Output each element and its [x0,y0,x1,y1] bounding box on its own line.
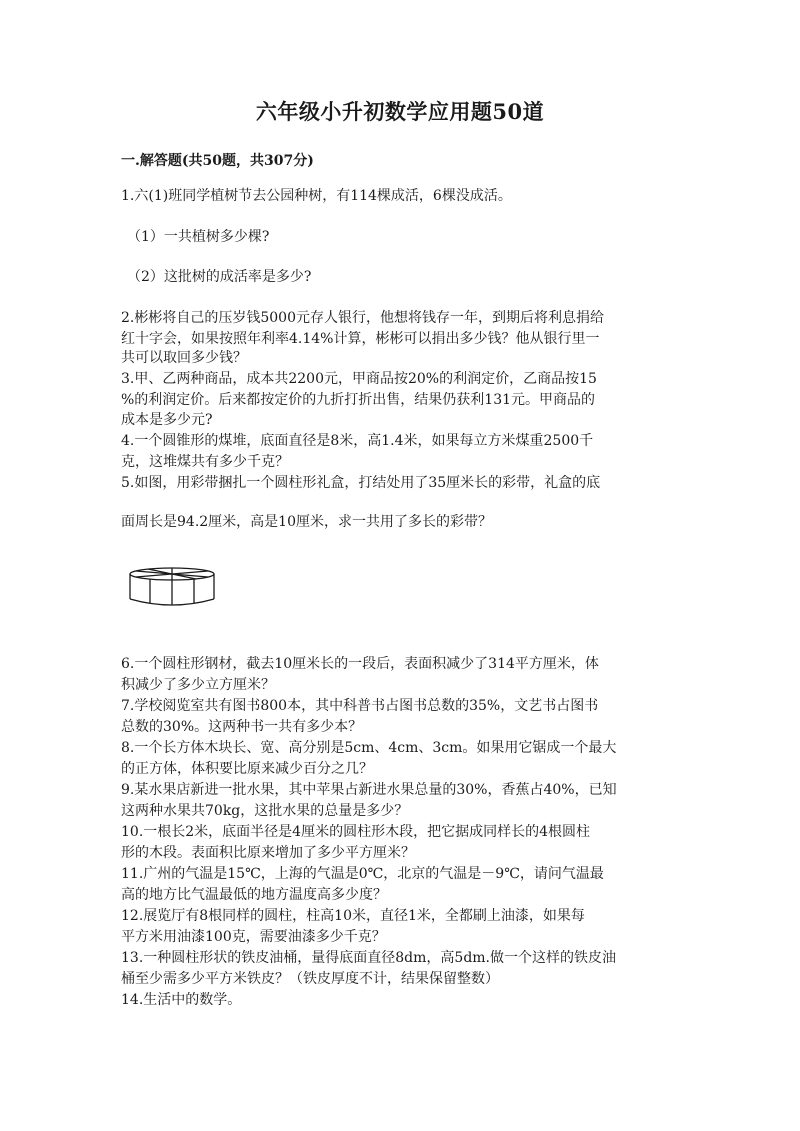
question-10-line-2: 形的木段。表面积比原来增加了多少平方厘米？ [121,845,415,861]
question-8-line-2: 的正方体，体积要比原来减少百分之几？ [121,761,373,777]
question-1-part-2: （2）这批树的成活率是多少? [127,269,312,285]
question-6-line-1: 6.一个圆柱形钢材，截去10厘米长的一段后，表面积减少了314平方厘米，体 [121,656,599,672]
question-7-line-1: 7.学校阅览室共有图书800本，其中科普书占图书总数的35%，文艺书占图书 [121,698,599,714]
question-6-line-2: 积减少了多少立方厘米？ [121,677,275,693]
question-1-stem: 1.六(1)班同学植树节去公园种树，有114棵成活，6棵没成活。 [121,188,512,204]
question-7-line-2: 总数的30%。这两种书一共有多少本？ [121,719,363,735]
question-5-line-2: 面周长是94.2厘米，高是10厘米，求一共用了多长的彩带？ [121,514,492,530]
question-9-line-1: 9.某水果店新进一批水果，其中苹果占新进水果总量的30%，香蕉占40%，已知 [121,782,617,798]
question-11-line-1: 11.广州的气温是15℃，上海的气温是0℃，北京的气温是－9℃，请问气温最 [121,866,604,882]
question-12-line-2: 平方米用油漆100克，需要油漆多少千克？ [121,929,386,945]
question-2-line-1: 2.彬彬将自己的压岁钱5000元存人银行，他想将钱存一年，到期后将利息捐给 [121,310,604,326]
section-heading: 一.解答题(共50题，共307分) [121,153,314,169]
question-4-line-2: 克，这堆煤共有多少千克？ [121,454,289,470]
question-10-line-1: 10.一根长2米，底面半径是4厘米的圆柱形木段，把它据成同样长的4根圆柱 [121,824,590,840]
question-3-line-2: %的利润定价。后来都按定价的九折打折出售，结果仍获利131元。甲商品的 [121,392,596,408]
question-11-line-2: 高的地方比气温最低的地方温度高多少度？ [121,887,387,903]
question-5-line-1: 5.如图，用彩带捆扎一个圆柱形礼盒，打结处用了35厘米长的彩带，礼盒的底 [121,475,601,491]
question-8-line-1: 8.一个长方体木块长、宽、高分别是5cm、4cm、3cm。如果用它锯成一个最大 [121,740,617,756]
question-4-line-1: 4.一个圆锥形的煤堆，底面直径是8米，高1.4米，如果每立方米煤重2500千 [121,433,594,449]
question-13-line-2: 桶至少需多少平方米铁皮？（铁皮厚度不计，结果保留整数） [121,971,499,987]
question-3-line-3: 成本是多少元? [121,412,213,428]
question-2-line-2: 红十字会，如果按照年利率4.14%计算，彬彬可以捐出多少钱？他从银行里一 [121,331,600,347]
question-12-line-1: 12.展览厅有8根同样的圆柱，柱高10米，直径1米，全都刷上油漆，如果每 [121,908,585,924]
question-13-line-1: 13.一种圆柱形状的铁皮油桶，量得底面直径8dm，高5dm.做一个这样的铁皮油 [121,950,617,966]
question-14-stem: 14.生活中的数学。 [121,992,242,1008]
question-9-line-2: 这两种水果共70kg，这批水果的总量是多少？ [121,803,409,819]
cylinder-gift-box-icon [128,565,218,607]
question-3-line-1: 3.甲、乙两种商品，成本共2200元，甲商品按20%的利润定价，乙商品按15 [121,371,597,387]
question-1-part-1: （1）一共植树多少棵? [127,229,270,245]
page-title: 六年级小升初数学应用题50道 [255,99,545,124]
question-2-line-3: 共可以取回多少钱？ [121,350,247,366]
